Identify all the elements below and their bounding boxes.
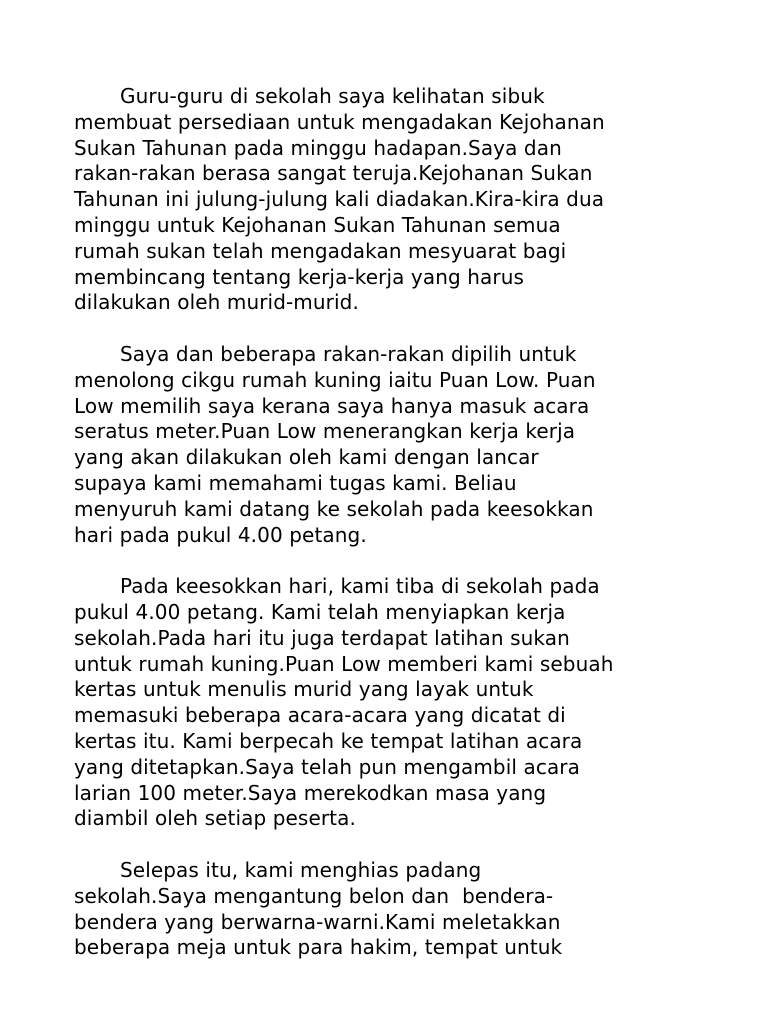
text-line: bendera yang berwarna-warni.Kami meletakkan: [74, 909, 561, 934]
paragraph-3: [74, 574, 714, 832]
text-line: supaya kami memahami tugas kami. Beliau: [74, 470, 517, 495]
text-line: sekolah.Saya mengantung belon dan bendera-: [74, 883, 554, 908]
text-line: Tahunan ini julung-julung kali diadakan.Kira-kira dua: [74, 187, 605, 212]
paragraph-2: [74, 342, 714, 548]
text-line: yang akan dilakukan oleh kami dengan lancar: [74, 445, 539, 470]
text-line: dilakukan oleh murid-murid.: [74, 290, 359, 315]
text-line: Guru-guru di sekolah saya kelihatan sibuk: [120, 84, 545, 108]
text-line: membuat persediaan untuk mengadakan Kejohanan: [74, 109, 605, 134]
document-body: [74, 84, 714, 987]
text-line: kertas untuk menulis murid yang layak untuk: [74, 677, 534, 702]
text-line: pukul 4.00 petang. Kami telah menyiapkan kerja: [74, 599, 566, 624]
text-line: Pada keesokkan hari, kami tiba di sekolah pada: [120, 574, 600, 599]
text-line: minggu untuk Kejohanan Sukan Tahunan semua: [74, 212, 561, 237]
text-line: rakan-rakan berasa sangat teruja.Kejohanan Sukan: [74, 161, 593, 186]
paragraph-4: [74, 858, 714, 961]
text-line: menyuruh kami datang ke sekolah pada keesokkan: [74, 496, 594, 521]
paragraph-1: [74, 84, 714, 316]
text-line: larian 100 meter.Saya merekodkan masa yang: [74, 780, 547, 805]
text-line: beberapa meja untuk para hakim, tempat untuk: [74, 935, 563, 960]
text-line: diambil oleh setiap peserta.: [74, 806, 356, 831]
text-line: seratus meter.Puan Low menerangkan kerja kerja: [74, 419, 576, 444]
text-line: membincang tentang kerja-kerja yang harus: [74, 264, 524, 289]
text-line: kertas itu. Kami berpecah ke tempat latihan acara: [74, 728, 583, 753]
text-line: rumah sukan telah mengadakan mesyuarat bagi: [74, 238, 567, 263]
text-line: hari pada pukul 4.00 petang.: [74, 522, 367, 547]
text-line: menolong cikgu rumah kuning iaitu Puan Low. Puan: [74, 367, 596, 392]
text-line: Saya dan beberapa rakan-rakan dipilih untuk: [120, 341, 577, 366]
text-line: Sukan Tahunan pada minggu hadapan.Saya dan: [74, 135, 562, 160]
text-line: Low memilih saya kerana saya hanya masuk acara: [74, 393, 590, 418]
text-line: sekolah.Pada hari itu juga terdapat latihan sukan: [74, 625, 570, 650]
text-line: untuk rumah kuning.Puan Low memberi kami sebuah: [74, 651, 614, 676]
text-line: memasuki beberapa acara-acara yang dicatat di: [74, 703, 566, 728]
text-line: yang ditetapkan.Saya telah pun mengambil acara: [74, 754, 580, 779]
text-line: Selepas itu, kami menghias padang: [120, 857, 482, 882]
